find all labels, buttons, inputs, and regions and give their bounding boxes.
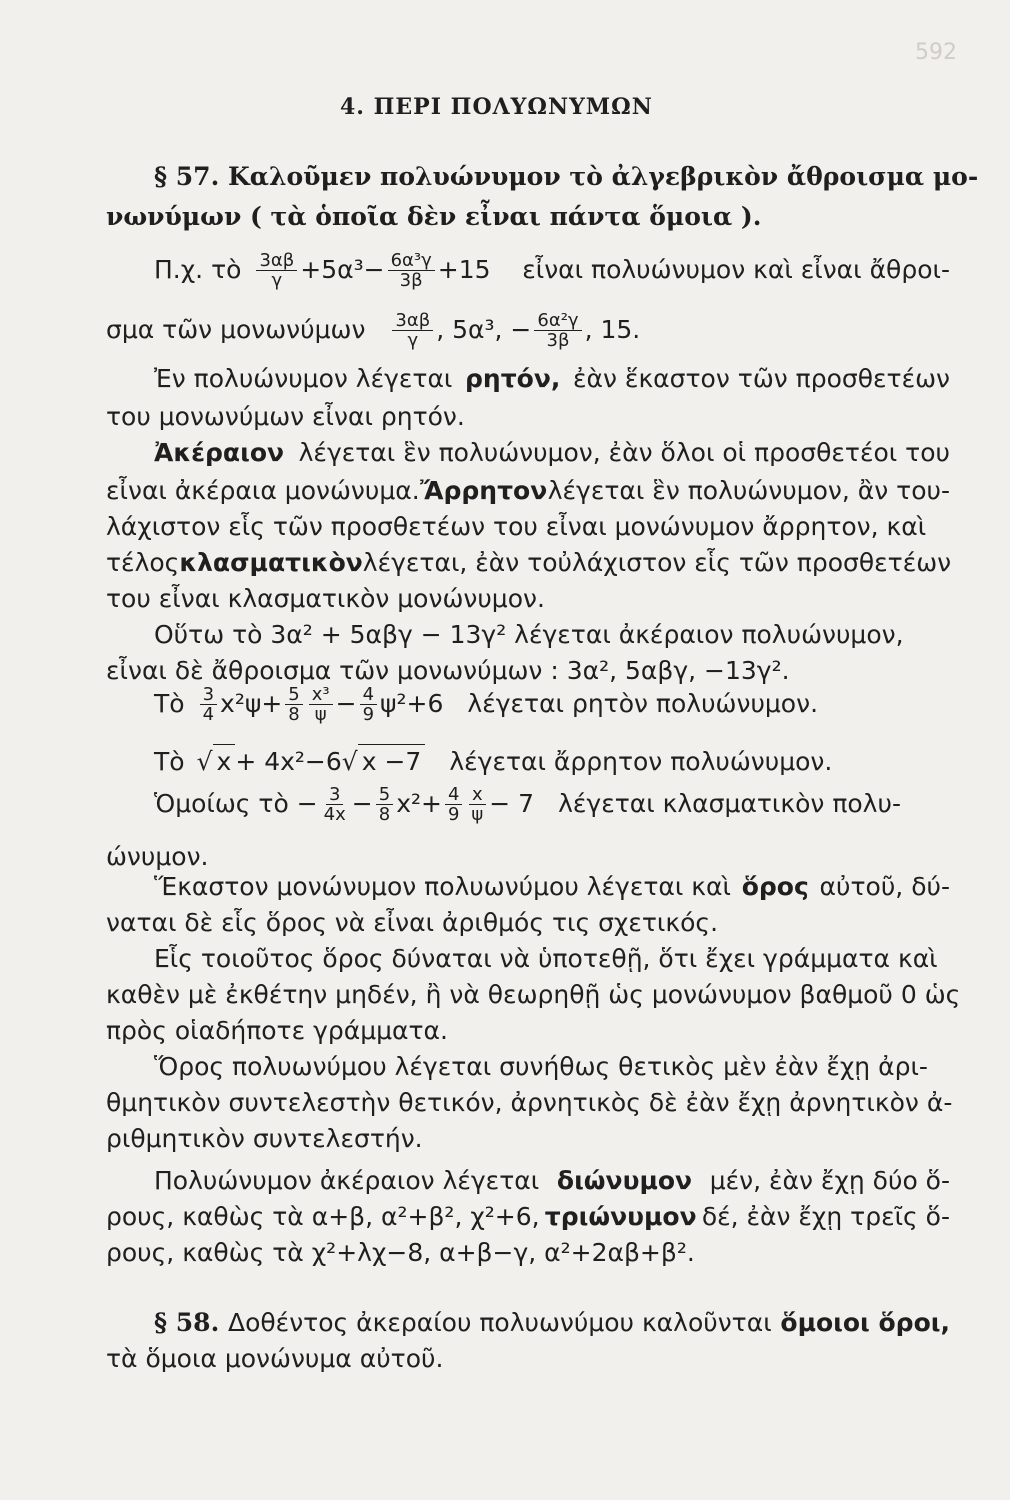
- sum-of-monomials-line: σμα τῶν μονωνύμων $\frac{3\alpha\beta}{\gamma}$ , 5α³, − $\frac{\text{6α²γ}}{3\beta}$ , 15.: [106, 309, 641, 351]
- irrational-definition-line: εἶναι ἀκέραια μονώνυμα. Ἄρρητον λέγεται ἓν πολυώνυμον, ἂν του-: [106, 476, 950, 505]
- irrational-example-line: Τὸ √ x + 4x²−6 √ x −7 λέγεται ἄρρητον πολυώνυμον.: [154, 744, 950, 779]
- section-58-line-1: § 58. Δοθέντος ἀκεραίου πολυωνύμου καλοῦνται ὅμοιοι ὅροι,: [154, 1308, 950, 1337]
- example-polynomial-line: Π.χ. τὸ $\frac{3\alpha\beta}{\gamma}$ +5α³− $\frac{\text{6α³γ}}{3\beta}$ +15 εἶναι πολυώνυμον καὶ εἶναι ἄθροι-: [154, 249, 950, 291]
- term-definition-line-2: ναται δὲ εἷς ὅρος νὰ εἶναι ἀριθμός τις σχετικός.: [106, 908, 719, 937]
- fraction: $\frac{3}{4x}$: [323, 783, 346, 825]
- section-57-line-1: § 57. Καλοῦμεν πολυώνυμον τὸ ἀλγεβρικὸν ἄθροισμα μο-: [154, 162, 979, 191]
- term-definition-line: Ἕκαστον μονώνυμον πολυωνύμου λέγεται καὶ ὅρος αὐτοῦ, δύ-: [154, 872, 950, 901]
- integral-example-line: Οὕτω τὸ 3α² + 5αβγ − 13γ² λέγεται ἀκέραιον πολυώνυμον,: [154, 620, 904, 649]
- fraction: $\frac{4}{9}$: [360, 685, 377, 724]
- section-58-line-2: τὰ ὅμοια μονώνυμα αὐτοῦ.: [106, 1344, 444, 1373]
- fraction: $\frac{3}{4}$: [200, 685, 217, 724]
- term-zero-degree-line-3: πρὸς οἱαδήποτε γράμματα.: [106, 1016, 448, 1045]
- chapter-title: 4. ΠΕΡΙ ΠΟΛΥΩΝΥΜΩΝ: [340, 94, 653, 120]
- integral-definition-line: Ἀκέραιον λέγεται ἓν πολυώνυμον, ἐὰν ὅλοι οἱ προσθετέοι του: [154, 438, 950, 467]
- fraction: $\frac{3\alpha\beta}{\gamma}$: [392, 311, 433, 350]
- section-57-line-2: νωνύμων ( τὰ ὁποῖα δὲν εἶναι πάντα ὅμοια ).: [106, 202, 762, 231]
- term-zero-degree-line: Εἷς τοιοῦτος ὅρος δύναται νὰ ὑποτεθῇ, ὅτι ἔχει γράμματα καὶ: [154, 944, 938, 973]
- rational-example-line: Τὸ $\frac{3}{4}$ x²ψ+ $\frac{5}{8}$ $\frac{\text{x³}}{\psi}$ − $\frac{4}{9}$ ψ²+6 λέγεται ρητὸν πολυώνυμον.: [154, 683, 819, 725]
- fractional-example-line-2: ώνυμον.: [106, 842, 209, 871]
- fraction: $\frac{5}{8}$: [285, 685, 302, 724]
- integral-example-line-2: εἶναι δὲ ἄθροισμα τῶν μονωνύμων : 3α², 5αβγ, −13γ².: [106, 656, 790, 685]
- term-sign-line: Ὅρος πολυωνύμου λέγεται συνήθως θετικὸς μὲν ἐὰν ἔχῃ ἀρι-: [154, 1052, 928, 1081]
- term-sign-line-2: θμητικὸν συντελεστὴν θετικόν, ἀρνητικὸς δὲ ἐὰν ἔχῃ ἀρνητικὸν ἀ-: [106, 1088, 953, 1117]
- term-sign-line-3: ριθμητικὸν συντελεστήν.: [106, 1124, 423, 1153]
- fractional-definition-line-2: του εἶναι κλασματικὸν μονώνυμον.: [106, 584, 545, 613]
- bleed-through-page-number: 592: [915, 40, 957, 65]
- trinomial-line: ρους, καθὼς τὰ α+β, α²+β², χ²+6, τριώνυμον δέ, ἐὰν ἔχῃ τρεῖς ὅ-: [106, 1202, 950, 1231]
- fractional-example-line: Ὁμοίως τὸ − $\frac{3}{4x}$ − $\frac{5}{8}$ x²+ $\frac{4}{9}$ $\frac{x}{\psi}$ − 7 λέγεται κλασματικὸν πολυ-: [154, 783, 901, 825]
- sqrt-sign: √: [341, 746, 358, 776]
- rational-definition-line-2: του μονωνύμων εἶναι ρητόν.: [106, 402, 465, 431]
- term-zero-degree-line-2: καθὲν μὲ ἐκθέτην μηδέν, ἢ νὰ θεωρηθῇ ὡς μονώνυμον βαθμοῦ 0 ὡς: [106, 980, 961, 1009]
- fraction: $\frac{5}{8}$: [376, 785, 393, 824]
- fraction: $\frac{\text{x³}}{\psi}$: [309, 685, 333, 724]
- fraction: $\frac{\text{6α³γ}}{3\beta}$: [388, 251, 435, 290]
- fraction: $\frac{3\alpha\beta}{\gamma}$: [256, 251, 297, 290]
- irrational-definition-line-2: λάχιστον εἷς τῶν προσθετέων του εἶναι μονώνυμον ἄρρητον, καὶ: [106, 512, 927, 541]
- binomial-line: Πολυώνυμον ἀκέραιον λέγεται διώνυμον μέν, ἐὰν ἔχῃ δύο ὅ-: [154, 1166, 950, 1195]
- rational-definition-line: Ἐν πολυώνυμον λέγεται ρητόν, ἐὰν ἕκαστον τῶν προσθετέων: [154, 364, 950, 393]
- sqrt-sign: √: [196, 746, 213, 776]
- fractional-definition-line: τέλος κλασματικὸν λέγεται, ἐὰν τοὐλάχιστον εἷς τῶν προσθετέων: [106, 548, 952, 577]
- fraction: $\frac{\text{6α²γ}}{3\beta}$: [534, 311, 581, 350]
- trinomial-line-2: ρους, καθὼς τὰ χ²+λχ−8, α+β−γ, α²+2αβ+β².: [106, 1238, 695, 1267]
- fraction: $\frac{x}{\psi}$: [468, 785, 486, 824]
- fraction: $\frac{4}{9}$: [445, 785, 462, 824]
